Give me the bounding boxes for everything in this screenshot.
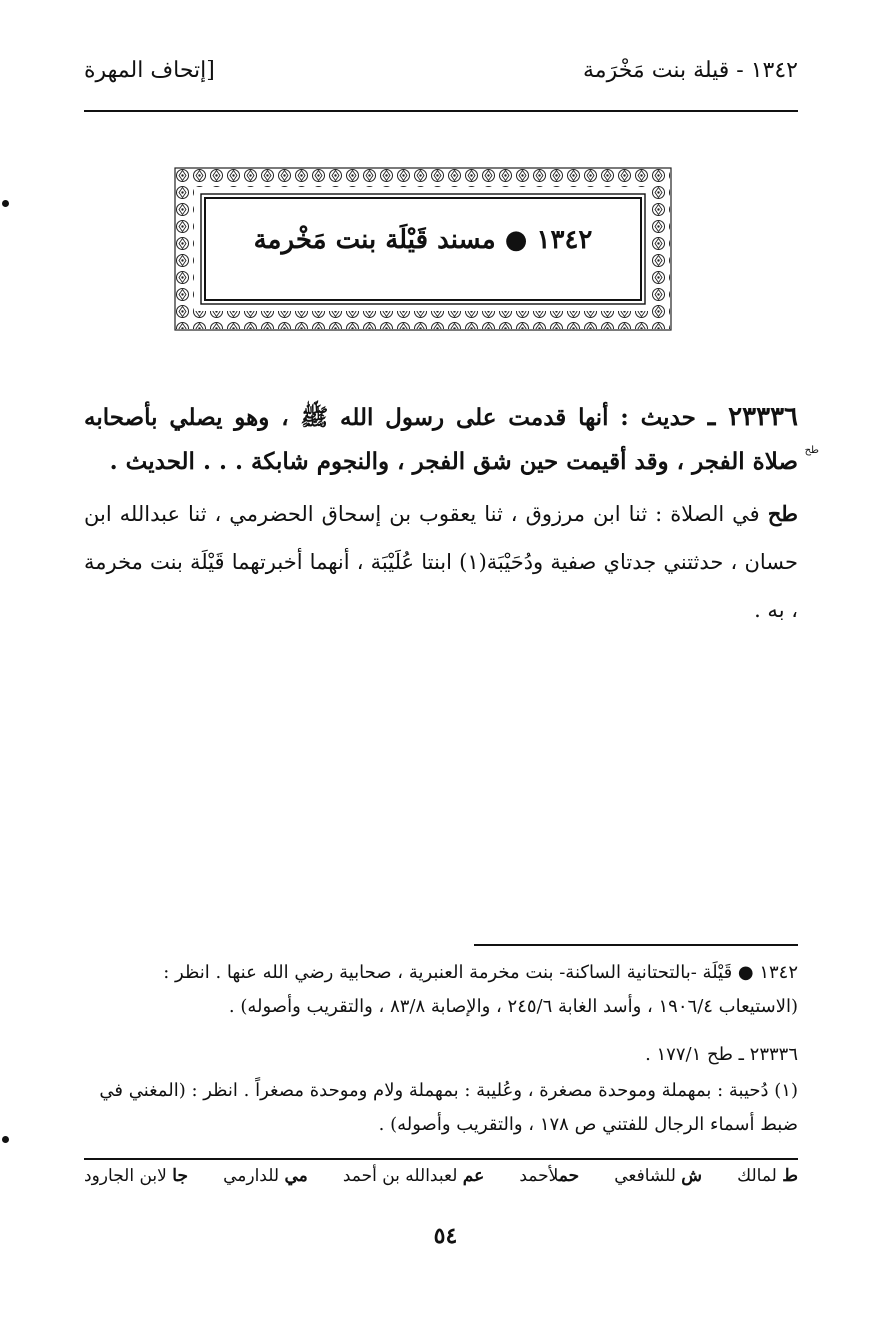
header-divider — [84, 110, 798, 112]
abbreviations-divider — [84, 1158, 798, 1160]
abbr-item: ش للشافعي — [614, 1166, 703, 1186]
footnote-1: (١) دُحيبة : بمهملة وموحدة مصغرة ، وعُليبة : بمهملة ولام وموحدة مصغراً . انظر : (المغني في ضبط أسماء الرجال للفتني ص ١٧٨ ، والتقريب وأصوله) . — [99, 1080, 798, 1135]
book-title: [إتحاف المهرة — [84, 58, 215, 83]
chapter-heading: ١٣٤٢ - قيلة بنت مَخْرَمة — [583, 58, 798, 83]
hadith-label: حديث : — [620, 404, 696, 431]
hadith-main — [84, 395, 798, 484]
isnad-text: في الصلاة : ثنا ابن مرزوق ، ثنا يعقوب بن إسحاق الحضرمي ، ثنا عبدالله ابن حسان ، حدثتني جدتاي صفية ودُحَيْبَة(١) ابنتا عُلَيْبَة ، أنهما أخبرتهما قَيْلَة بنت مخرمة ، به . — [84, 502, 799, 622]
page-number: ٥٤ — [433, 1223, 458, 1249]
footnote-divider — [474, 944, 798, 946]
running-header — [84, 58, 798, 98]
section-title-frame — [174, 167, 672, 331]
abbr-item: ط لمالك — [737, 1166, 798, 1186]
abbreviations-key — [84, 1166, 798, 1186]
margin-dot — [2, 1136, 9, 1143]
footnote-reference: ٢٣٣٣٦ ـ طح ١٧٧/١ . — [645, 1044, 798, 1065]
abbr-item: عم لعبدالله بن أحمد — [342, 1166, 485, 1186]
abbr-item: حملأحمد — [519, 1166, 580, 1186]
abbr-item: مي للدارمي — [223, 1166, 308, 1186]
section-title: ١٣٤٢ ● مسند قَيْلَة بنت مَخْرمة — [253, 225, 593, 255]
hadith-isnad — [84, 490, 798, 634]
abbr-item: جا لابن الجارود — [84, 1166, 188, 1186]
footnote-biography: ١٣٤٢ ● قَيْلَة -بالتحتانية الساكنة- بنت مخرمة العنبرية ، صحابية رضي الله عنها . انظر : (الاستيعاب ١٩٠٦/٤ ، وأسد الغابة ٢٤٥/٦ ، والإصابة ٨٣/٨ ، والتقريب وأصوله) . — [163, 962, 798, 1017]
hadith-text: أنها قدمت على رسول الله ﷺ ، وهو يصلي بأصحابه صلاة الفجر ، وقد أقيمت حين شق الفجر ، والنجوم شابكة . . . الحديث . — [84, 404, 798, 475]
marginal-source-tag: طح — [804, 445, 819, 456]
isnad-source: طح — [767, 501, 798, 526]
hadith-number: ٢٣٣٣٦ ـ — [707, 402, 798, 432]
margin-dot — [2, 200, 9, 207]
